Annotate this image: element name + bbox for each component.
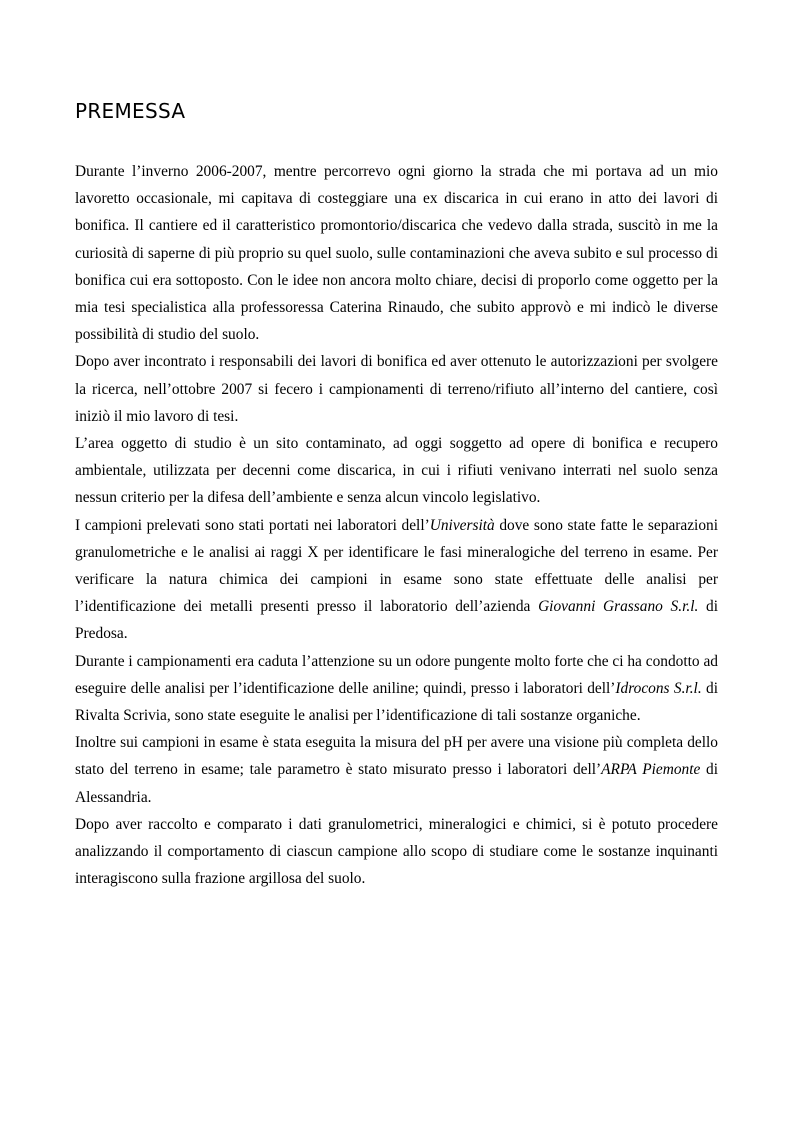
page-title: PREMESSA — [75, 99, 186, 123]
paragraph-text: dove sono state fatte le separazioni granulometriche e le analisi ai raggi X per identificare le fasi mineralogiche del terreno in esame. Per verificare la natura chimica dei campioni in esame sono state effettuate delle analisi per l’identificazione dei metalli presenti presso il laboratorio dell’azienda — [75, 516, 719, 616]
paragraph-text: di Rivalta Scrivia, sono state eseguite le analisi per l’identificazione di tali sostanze organiche. — [75, 679, 718, 725]
italic-text: Università — [429, 516, 495, 534]
paragraph — [75, 348, 718, 430]
italic-text: ARPA Piemonte — [601, 761, 701, 779]
paragraph — [75, 158, 718, 348]
paragraph — [75, 430, 718, 512]
paragraph-text: Dopo aver incontrato i responsabili dei lavori di bonifica ed aver ottenuto le autorizzazioni per svolgere la ricerca, nell’ottobre 2007 si fecero i campionamenti di terreno/rifiuto all’interno del cantiere, così iniziò il mio lavoro di tesi. — [75, 353, 718, 425]
paragraph-text: di Predosa. — [75, 598, 718, 643]
paragraph — [75, 811, 718, 893]
italic-text: Idrocons S.r.l. — [615, 679, 702, 697]
body-text — [75, 158, 718, 892]
paragraph — [75, 729, 718, 811]
paragraph-text: I campioni prelevati sono stati portati nei laboratori dell’ — [75, 516, 430, 534]
paragraph-text: Dopo aver raccolto e comparato i dati granulometrici, mineralogici e chimici, si è potuto procedere analizzando il comportamento di ciascun campione allo scopo di studiare come le sostanze inquinanti interagiscono sulla frazione argillosa del suolo. — [75, 815, 718, 888]
paragraph-text: L’area oggetto di studio è un sito contaminato, ad oggi soggetto ad opere di bonifica e recupero ambientale, utilizzata per decenni come discarica, in cui i rifiuti venivano interrati nel suolo senza nessun criterio per la difesa dell’ambiente e senza alcun vincolo legislativo. — [75, 435, 718, 507]
paragraph-text: Inoltre sui campioni in esame è stata eseguita la misura del pH per avere una visione più completa dello stato del terreno in esame; tale parametro è stato misurato presso i laboratori dell’ — [75, 734, 718, 779]
paragraph — [75, 648, 718, 730]
italic-text: Giovanni Grassano S.r.l. — [538, 598, 699, 616]
paragraph — [75, 512, 718, 648]
paragraph-text: Durante l’inverno 2006-2007, mentre percorrevo ogni giorno la strada che mi portava ad un mio lavoretto occasionale, mi capitava di costeggiare una ex discarica in cui erano in atto dei lavori di bonifica. Il cantiere ed il caratteristico promontorio/discarica che vedevo dalla strada, suscitò in me la curiosità di saperne di più proprio su quel suolo, sulle contaminazioni che aveva subito e sul processo di bonifica cui era sottoposto. Con le idee non ancora molto chiare, decisi di proporlo come oggetto per la mia tesi specialistica alla professoressa Caterina Rinaudo, che subito approvò e mi indicò le diverse possibilità di studio del suolo. — [75, 163, 718, 344]
paragraph-text: Durante i campionamenti era caduta l’attenzione su un odore pungente molto forte che ci ha condotto ad eseguire delle analisi per l’identificazione delle aniline; quindi, presso i laboratori dell’ — [75, 652, 718, 697]
paragraph-text: di Alessandria. — [75, 761, 718, 806]
